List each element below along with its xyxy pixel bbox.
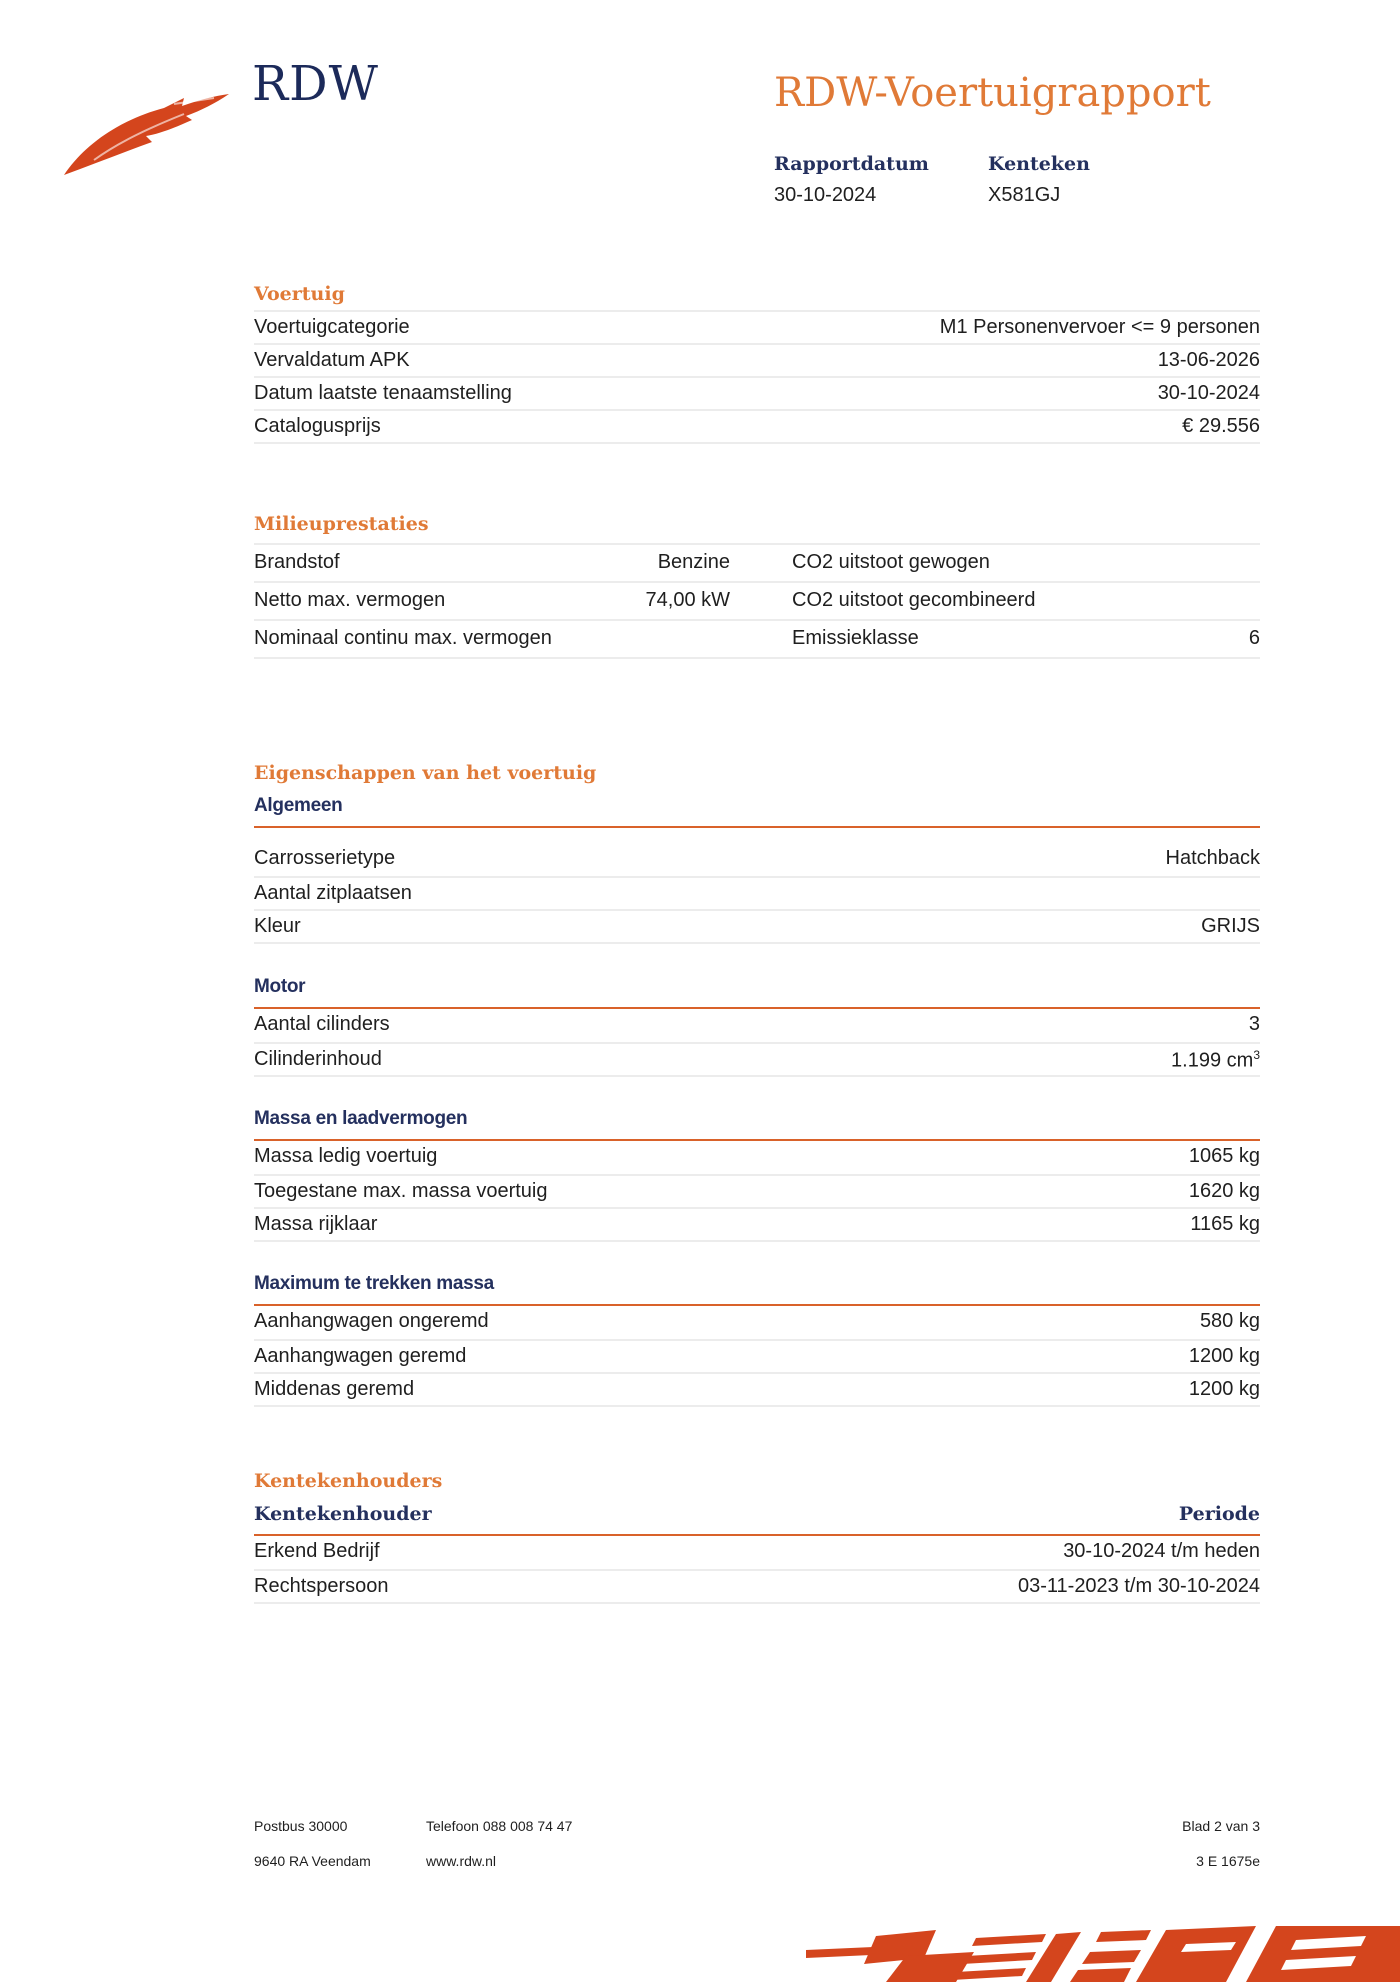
table-row	[254, 376, 1260, 409]
row-label: Brandstof	[254, 551, 340, 573]
row-label: Kleur	[254, 915, 301, 937]
row-value: 1165 kg	[1190, 1213, 1260, 1235]
row-value: 1.199 $cm^3$	[1171, 1048, 1260, 1072]
row-value: € 29.556	[1182, 415, 1260, 437]
table-row	[254, 1569, 1260, 1604]
table-row	[254, 409, 1260, 444]
table-row	[254, 1306, 1260, 1339]
row-label: Aantal zitplaatsen	[254, 882, 412, 904]
row-value: 3	[1248, 1013, 1260, 1035]
rdw-feather-logo-icon	[64, 90, 229, 175]
row-label: Nominaal continu max. vermogen	[254, 627, 552, 649]
rdw-speed-stripes-icon	[806, 1926, 1400, 1982]
subsection-title-trekken: Maximum te trekken massa	[254, 1273, 494, 1294]
row-label: Massa rijklaar	[254, 1213, 378, 1235]
section-title-eigenschappen: Eigenschappen van het voertuig	[254, 762, 597, 784]
footer-website[interactable]: www.rdw.nl	[426, 1853, 497, 1869]
column-header-kentekenhouder: Kentekenhouder	[254, 1503, 432, 1525]
section-divider	[254, 826, 1260, 828]
kenteken-value: X581GJ	[988, 184, 1061, 206]
row-value: 1200 kg	[1188, 1378, 1260, 1400]
footer-code: 3 E 1675e	[1196, 1853, 1260, 1869]
kenteken-label: Kenteken	[988, 153, 1090, 175]
row-label: CO2 uitstoot gecombineerd	[792, 589, 1036, 611]
row-label: Aantal cilinders	[254, 1013, 390, 1035]
row-value: 30-10-2024	[1157, 382, 1260, 404]
table-row	[254, 843, 1260, 876]
table-row	[254, 1141, 1260, 1174]
row-value: 6	[1248, 627, 1260, 649]
subsection-title-massa: Massa en laadvermogen	[254, 1108, 468, 1129]
row-label: Voertuigcategorie	[254, 316, 410, 338]
table-row	[254, 1042, 1260, 1077]
row-label: CO2 uitstoot gewogen	[792, 551, 990, 573]
row-label: Vervaldatum APK	[254, 349, 410, 371]
table-header	[254, 1503, 1260, 1533]
table-row	[254, 909, 1260, 944]
row-label: Erkend Bedrijf	[254, 1540, 380, 1562]
row-value: Hatchback	[1165, 847, 1260, 869]
section-title-voertuig: Voertuig	[254, 283, 345, 305]
row-label: Aanhangwagen ongeremd	[254, 1310, 489, 1332]
document-title: RDW-Voertuigrapport	[774, 70, 1211, 116]
row-label: Carrosserietype	[254, 847, 396, 869]
footer-city: 9640 RA Veendam	[254, 1853, 371, 1869]
subsection-title-motor: Motor	[254, 976, 306, 997]
row-value: 1065 kg	[1188, 1145, 1260, 1167]
table-row	[254, 1536, 1260, 1569]
rapportdatum-label: Rapportdatum	[774, 153, 929, 175]
unit-superscript: 3	[1253, 1048, 1260, 1062]
table-row	[254, 1174, 1260, 1207]
row-value: 30-10-2024 t/m heden	[1063, 1540, 1260, 1562]
table-row	[254, 1207, 1260, 1242]
rapportdatum-value: 30-10-2024	[774, 184, 877, 206]
row-label: Datum laatste tenaamstelling	[254, 382, 512, 404]
footer-postbus: Postbus 30000	[254, 1818, 348, 1834]
rdw-logo-text: RDW	[252, 56, 379, 112]
row-label: Toegestane max. massa voertuig	[254, 1180, 548, 1202]
table-row	[254, 1372, 1260, 1407]
row-label: Netto max. vermogen	[254, 589, 446, 611]
row-value: 13-06-2026	[1157, 349, 1260, 371]
footer-page-number: Blad 2 van 3	[1182, 1818, 1260, 1834]
row-value: 03-11-2023 t/m 30-10-2024	[1017, 1575, 1260, 1597]
row-label: Emissieklasse	[792, 627, 919, 649]
row-label: Cilinderinhoud	[254, 1048, 382, 1070]
footer-telefoon: Telefoon 088 008 74 47	[426, 1818, 573, 1834]
row-value: M1 Personenvervoer <= 9 personen	[939, 316, 1260, 338]
section-title-kentekenhouders: Kentekenhouders	[254, 1470, 443, 1492]
subsection-title-algemeen: Algemeen	[254, 795, 343, 816]
column-header-periode: Periode	[1178, 1503, 1260, 1525]
row-value: 580 kg	[1199, 1310, 1260, 1332]
table-row	[254, 876, 1260, 909]
row-value: 74,00 kW	[645, 589, 730, 611]
table-row	[254, 543, 1260, 581]
section-title-milieuprestaties: Milieuprestaties	[254, 513, 429, 535]
table-row	[254, 1339, 1260, 1372]
row-label: Catalogusprijs	[254, 415, 381, 437]
table-row	[254, 619, 1260, 659]
row-value: GRIJS	[1201, 915, 1260, 937]
row-value: 1620 kg	[1188, 1180, 1260, 1202]
table-row	[254, 581, 1260, 619]
row-value: 1200 kg	[1188, 1345, 1260, 1367]
row-label: Rechtspersoon	[254, 1575, 389, 1597]
row-label: Massa ledig voertuig	[254, 1145, 438, 1167]
row-label: Middenas geremd	[254, 1378, 415, 1400]
table-row	[254, 343, 1260, 376]
row-label: Aanhangwagen geremd	[254, 1345, 467, 1367]
table-row	[254, 310, 1260, 343]
row-value: Benzine	[657, 551, 730, 573]
table-row	[254, 1009, 1260, 1042]
